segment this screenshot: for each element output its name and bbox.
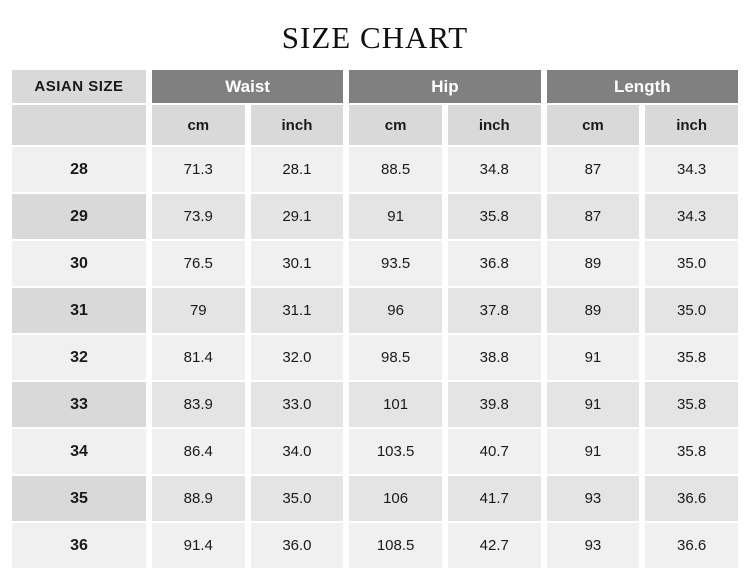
- cell-length-cm: 87: [547, 194, 640, 239]
- table-row: [12, 429, 738, 474]
- cell-hip-cm: 96: [349, 288, 442, 333]
- row-size-label: 32: [12, 335, 146, 380]
- cell-hip-inch: 38.8: [448, 335, 541, 380]
- row-size-label: 35: [12, 476, 146, 521]
- cell-waist-cm: 79: [152, 288, 245, 333]
- cell-hip-cm: 101: [349, 382, 442, 427]
- cell-waist-cm: 88.9: [152, 476, 245, 521]
- cell-hip-cm: 88.5: [349, 147, 442, 192]
- column-header-hip: Hip: [349, 70, 540, 103]
- table-row: [12, 382, 738, 427]
- cell-length-cm: 91: [547, 429, 640, 474]
- cell-waist-inch: 33.0: [251, 382, 344, 427]
- row-size-label: 30: [12, 241, 146, 286]
- table-row: [12, 147, 738, 192]
- table-row: [12, 335, 738, 380]
- cell-waist-inch: 31.1: [251, 288, 344, 333]
- cell-waist-inch: 30.1: [251, 241, 344, 286]
- cell-hip-cm: 98.5: [349, 335, 442, 380]
- table-header: [12, 70, 738, 145]
- cell-hip-cm: 93.5: [349, 241, 442, 286]
- cell-hip-cm: 108.5: [349, 523, 442, 568]
- cell-length-inch: 35.8: [645, 335, 738, 380]
- cell-waist-inch: 35.0: [251, 476, 344, 521]
- unit-header-waist-cm: cm: [152, 105, 245, 145]
- cell-hip-cm: 106: [349, 476, 442, 521]
- cell-hip-inch: 34.8: [448, 147, 541, 192]
- cell-length-inch: 34.3: [645, 194, 738, 239]
- cell-length-inch: 36.6: [645, 523, 738, 568]
- cell-waist-inch: 36.0: [251, 523, 344, 568]
- cell-length-cm: 89: [547, 241, 640, 286]
- cell-waist-inch: 28.1: [251, 147, 344, 192]
- unit-header-waist-inch: inch: [251, 105, 344, 145]
- table-row: [12, 241, 738, 286]
- cell-length-cm: 89: [547, 288, 640, 333]
- row-size-label: 34: [12, 429, 146, 474]
- cell-length-cm: 91: [547, 382, 640, 427]
- cell-hip-inch: 40.7: [448, 429, 541, 474]
- cell-length-inch: 36.6: [645, 476, 738, 521]
- cell-waist-cm: 91.4: [152, 523, 245, 568]
- cell-length-inch: 34.3: [645, 147, 738, 192]
- unit-header-hip-inch: inch: [448, 105, 541, 145]
- cell-waist-cm: 76.5: [152, 241, 245, 286]
- cell-waist-inch: 29.1: [251, 194, 344, 239]
- cell-length-cm: 93: [547, 476, 640, 521]
- cell-hip-inch: 35.8: [448, 194, 541, 239]
- row-size-label: 33: [12, 382, 146, 427]
- cell-hip-inch: 42.7: [448, 523, 541, 568]
- cell-hip-inch: 37.8: [448, 288, 541, 333]
- size-chart-table: [6, 68, 744, 570]
- cell-waist-inch: 34.0: [251, 429, 344, 474]
- cell-waist-cm: 83.9: [152, 382, 245, 427]
- unit-header-blank: [12, 105, 146, 145]
- cell-length-inch: 35.0: [645, 288, 738, 333]
- table-row: [12, 523, 738, 568]
- cell-waist-inch: 32.0: [251, 335, 344, 380]
- cell-hip-inch: 39.8: [448, 382, 541, 427]
- table-row: [12, 476, 738, 521]
- cell-length-cm: 93: [547, 523, 640, 568]
- cell-waist-cm: 81.4: [152, 335, 245, 380]
- unit-header-row: [12, 105, 738, 145]
- unit-header-length-inch: inch: [645, 105, 738, 145]
- table-body: [12, 147, 738, 568]
- cell-length-inch: 35.8: [645, 382, 738, 427]
- column-header-length: Length: [547, 70, 738, 103]
- column-header-waist: Waist: [152, 70, 343, 103]
- cell-waist-cm: 73.9: [152, 194, 245, 239]
- row-size-label: 31: [12, 288, 146, 333]
- cell-waist-cm: 71.3: [152, 147, 245, 192]
- group-header-row: [12, 70, 738, 103]
- cell-length-cm: 87: [547, 147, 640, 192]
- cell-length-inch: 35.0: [645, 241, 738, 286]
- column-header-asian-size: ASIAN SIZE: [12, 70, 146, 103]
- cell-length-cm: 91: [547, 335, 640, 380]
- table-row: [12, 288, 738, 333]
- cell-hip-inch: 36.8: [448, 241, 541, 286]
- cell-hip-cm: 91: [349, 194, 442, 239]
- cell-hip-cm: 103.5: [349, 429, 442, 474]
- unit-header-hip-cm: cm: [349, 105, 442, 145]
- unit-header-length-cm: cm: [547, 105, 640, 145]
- row-size-label: 36: [12, 523, 146, 568]
- cell-length-inch: 35.8: [645, 429, 738, 474]
- table-row: [12, 194, 738, 239]
- page-title: SIZE CHART: [281, 20, 469, 55]
- row-size-label: 28: [12, 147, 146, 192]
- cell-waist-cm: 86.4: [152, 429, 245, 474]
- cell-hip-inch: 41.7: [448, 476, 541, 521]
- row-size-label: 29: [12, 194, 146, 239]
